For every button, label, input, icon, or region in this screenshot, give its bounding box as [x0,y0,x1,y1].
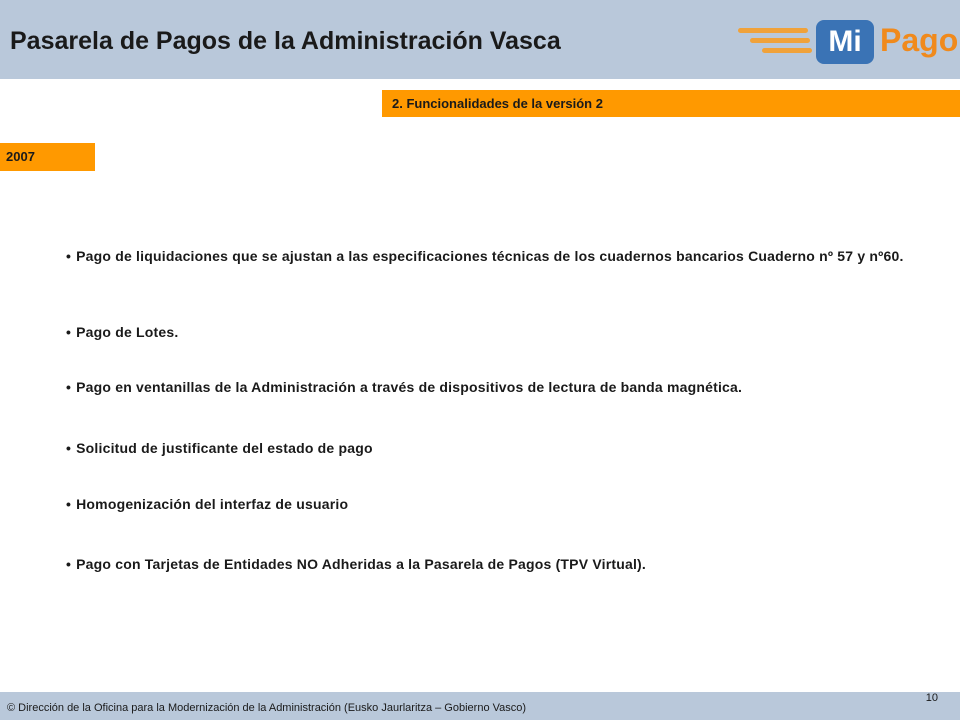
footer-copyright: © Dirección de la Oficina para la Modernización de la Administración (Eusko Jaurlaritza – Gobierno Vasco) [7,702,527,714]
list-item: • Homogenización del interfaz de usuario [66,496,349,512]
page-number: 10 [925,692,938,704]
logo-mi-text: Mi [816,20,874,64]
slide-header [0,0,960,79]
list-item: • Pago en ventanillas de la Administración a través de dispositivos de lectura de banda magnética. [66,379,743,395]
section-title: 2. Funcionalidades de la versión 2 [382,90,960,117]
slide-footer [0,692,960,720]
logo-speed-line [762,48,812,53]
list-item-text: Pago de Lotes. [76,324,179,340]
mipago-logo [738,14,959,72]
logo-speed-line [738,28,808,33]
logo-speed-line [750,38,810,43]
list-item-text: Pago en ventanillas de la Administración a través de dispositivos de lectura de banda magnética. [76,379,743,395]
list-item: • Pago de Lotes. [66,324,179,340]
page-title: Pasarela de Pagos de la Administración Vasca [10,27,561,55]
year-tag: 2007 [0,143,95,171]
list-item-text: Pago con Tarjetas de Entidades NO Adheridas a la Pasarela de Pagos (TPV Virtual). [76,556,647,572]
list-item: • Solicitud de justificante del estado de pago [66,440,373,456]
list-item-text: Solicitud de justificante del estado de pago [76,440,373,456]
list-item: • Pago con Tarjetas de Entidades NO Adheridas a la Pasarela de Pagos (TPV Virtual). [66,556,647,572]
logo-pago-text: Pago [880,22,959,58]
list-item-text: Pago de liquidaciones que se ajustan a las especificaciones técnicas de los cuadernos bancarios Cuaderno nº 57 y nº60. [76,248,904,264]
list-item: • Pago de liquidaciones que se ajustan a las especificaciones técnicas de los cuadernos bancarios Cuaderno nº 57 y nº60. [66,248,904,264]
list-item-text: Homogenización del interfaz de usuario [76,496,349,512]
